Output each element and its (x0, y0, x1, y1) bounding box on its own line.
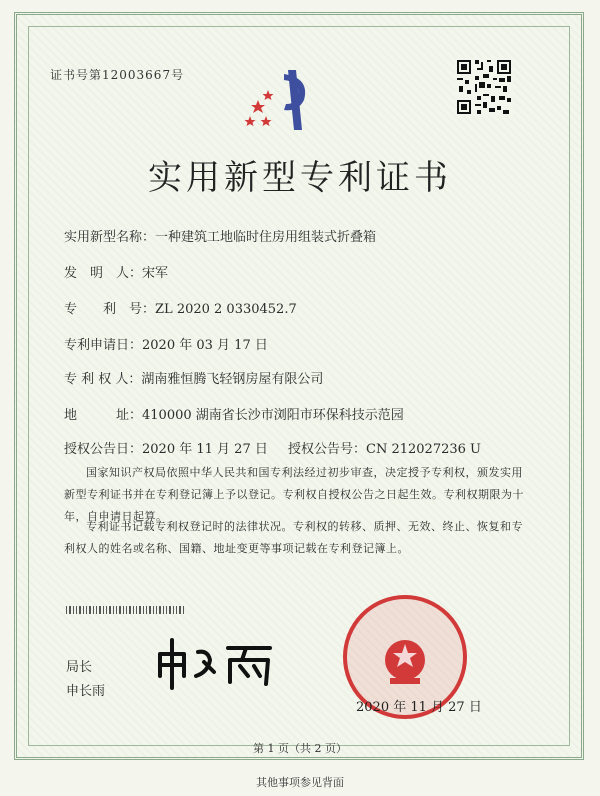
director-title: 局长 (66, 660, 93, 675)
barcode-strip-icon (66, 606, 186, 614)
field-label: 实用新型名称： (64, 230, 156, 245)
page-indicator: 第 1 页（共 2 页） (253, 742, 347, 755)
certificate-number: 证书号第12003667号 (50, 68, 185, 82)
field-value: 一种建筑工地临时住房用组装式折叠箱 (155, 230, 377, 245)
field-label: 授权公告日： (64, 442, 143, 457)
inventor-row (64, 262, 168, 281)
field-value: 2020 年 11 月 27 日 (142, 442, 268, 457)
grant-statement-paragraph: 国家知识产权局依照中华人民共和国专利法经过初步审查，决定授予专利权，颁发实用新型专利证书并在专利登记簿上予以登记。专利权自授权公告之日起生效。专利权期限为十年，自申请日起算。 (64, 466, 524, 523)
field-value: 宋军 (142, 266, 169, 281)
certificate-title: 实用新型专利证书 (148, 158, 452, 198)
field-value: 410000 湖南省长沙市浏阳市环保科技示范园 (142, 408, 404, 423)
field-value: CN 212027236 U (366, 442, 481, 457)
field-label: 地 址： (64, 408, 143, 423)
seal-date: 2020 年 11 月 27 日 (356, 700, 482, 715)
field-value: 2020 年 03 月 17 日 (142, 338, 268, 353)
cnipa-emblem-icon (240, 60, 330, 140)
field-label: 授权公告号： (288, 442, 367, 457)
field-value: 湖南雅恒腾飞轻钢房屋有限公司 (141, 372, 324, 387)
patentee-row (64, 368, 323, 387)
publication-number-row (288, 438, 481, 457)
grant-date-row (64, 438, 268, 457)
field-label: 专 利 权 人： (64, 372, 142, 387)
filing-date-row (64, 334, 268, 353)
back-note: 其他事项参见背面 (256, 776, 344, 789)
field-value: ZL 2020 2 0330452.7 (155, 302, 297, 317)
field-label: 专利申请日： (64, 338, 143, 353)
signature-icon (150, 632, 300, 692)
address-row (64, 404, 404, 423)
legal-status-paragraph: 专利证书记载专利权登记时的法律状况。专利权的转移、质押、无效、终止、恢复和专利权人的姓名或名称、国籍、地址变更等事项记载在专利登记簿上。 (64, 520, 523, 555)
utility-model-name-row (64, 226, 376, 245)
director-name: 申长雨 (66, 684, 106, 699)
patent-number-row (64, 298, 297, 317)
qr-code-icon (455, 58, 513, 116)
field-label: 专 利 号： (64, 302, 156, 317)
field-label: 发 明 人： (64, 266, 143, 281)
